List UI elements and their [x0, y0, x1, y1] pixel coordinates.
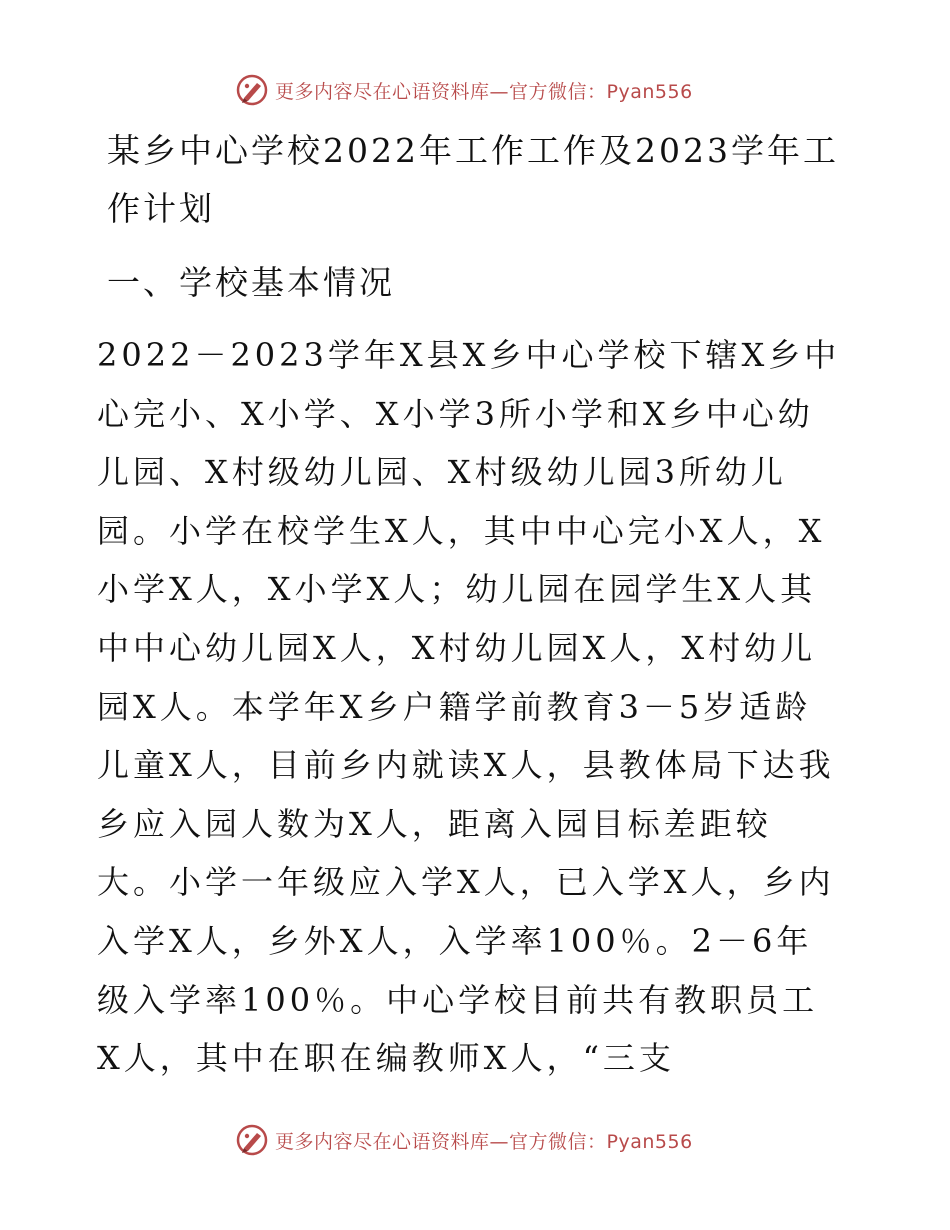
body-paragraph: 2022－2023学年X县X乡中心学校下辖X乡中心完小、X小学、X小学3所小学和X乡中心幼儿园、X村级幼儿园、X村级幼儿园3所幼儿园。小学在校学生X人，其中中心完小X人，X小学X人，X小学X人；幼儿园在园学生X人其中中心幼儿园X人，X村幼儿园X人，X村幼儿园X人。本学年X乡户籍学前教育3－5岁适龄儿童X人，目前乡内就读X人，县教体局下达我乡应入园人数为X人，距离入园目标差距较大。小学一年级应入学X人，已入学X人，乡内入学X人，乡外X人，入学率100％。2－6年级入学率100％。中心学校目前共有教职员工X人，其中在职在编教师X人，“三支 [97, 336, 841, 1078]
header-watermark [235, 72, 693, 108]
section-heading: 一、学校基本情况 [107, 263, 395, 302]
footer-watermark [235, 1122, 693, 1158]
pen-logo-icon [235, 73, 269, 107]
watermark-text: 更多内容尽在心语资料库—官方微信：Pyan556 [275, 1130, 693, 1153]
watermark-text: 更多内容尽在心语资料库—官方微信：Pyan556 [275, 80, 693, 103]
pen-logo-icon [235, 1123, 269, 1157]
document-body [97, 122, 857, 1088]
document-title: 某乡中心学校2022年工作工作及2023学年工作计划 [107, 131, 839, 228]
